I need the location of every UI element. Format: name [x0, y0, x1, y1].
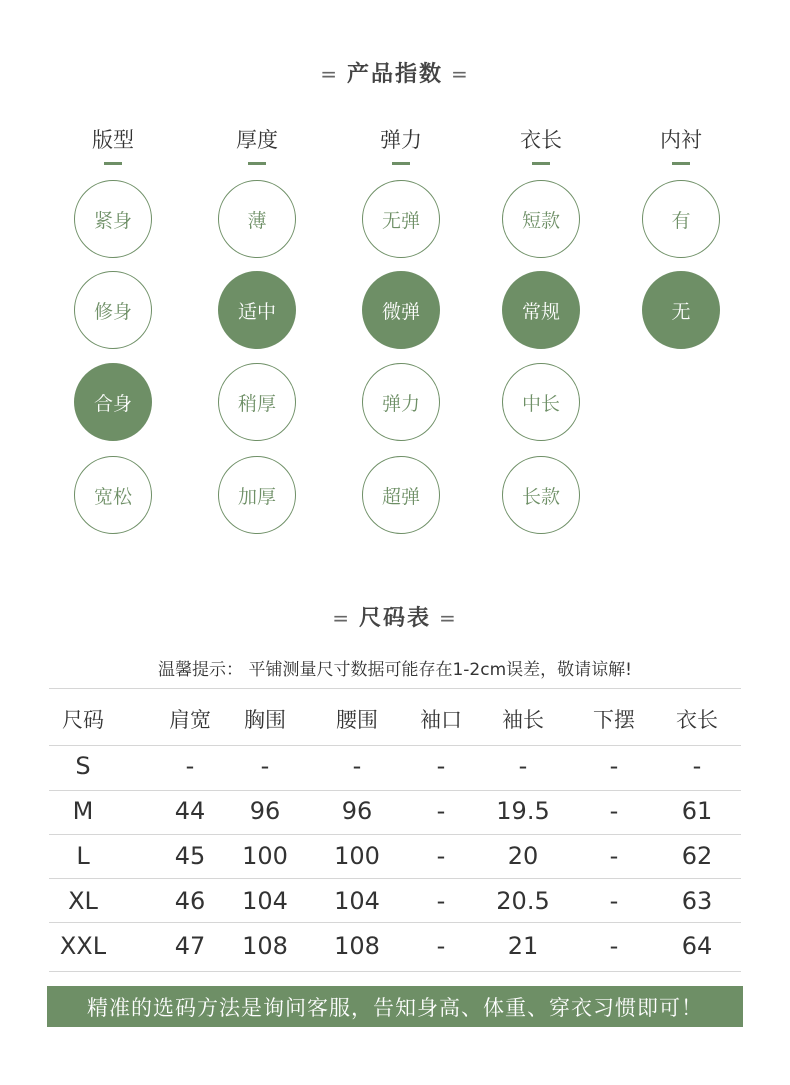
title-deco-left: = [332, 606, 351, 630]
product-index-title-text: 产品指数 [346, 62, 443, 87]
index-option: 薄 [218, 180, 296, 258]
table-cell: 61 [681, 797, 713, 825]
index-option: 中长 [502, 363, 580, 441]
index-option: 有 [642, 180, 720, 258]
table-size-label: L [76, 842, 90, 870]
table-size-label: XL [68, 887, 98, 915]
table-header-cell: 胸围 [244, 708, 286, 732]
header-underline [104, 162, 122, 165]
index-option-selected: 适中 [218, 271, 296, 349]
table-divider [49, 790, 741, 791]
index-option: 短款 [502, 180, 580, 258]
table-cell: - [436, 752, 446, 780]
title-deco-right: = [451, 62, 470, 86]
table-cell: 46 [174, 887, 206, 915]
table-divider [49, 922, 741, 923]
table-header-cell: 肩宽 [169, 708, 211, 732]
size-chart-title-text: 尺码表 [358, 606, 431, 631]
table-divider [49, 745, 741, 746]
table-cell: 100 [242, 842, 288, 870]
title-deco-left: = [320, 62, 339, 86]
table-cell: 100 [334, 842, 380, 870]
measurement-tip: 温馨提示： 平铺测量尺寸数据可能存在1-2cm误差，敬请谅解! [158, 660, 632, 680]
table-cell: - [609, 887, 619, 915]
index-option-selected: 常规 [502, 271, 580, 349]
index-option-selected: 合身 [74, 363, 152, 441]
table-cell: 64 [681, 932, 713, 960]
table-cell: 108 [334, 932, 380, 960]
table-divider [49, 878, 741, 879]
table-cell: - [609, 932, 619, 960]
table-cell: 47 [174, 932, 206, 960]
index-column-header-label: 厚度 [236, 128, 278, 152]
index-option: 修身 [74, 271, 152, 349]
index-option: 加厚 [218, 456, 296, 534]
table-divider [49, 834, 741, 835]
table-cell: 108 [242, 932, 288, 960]
table-cell: - [436, 887, 446, 915]
table-cell: - [609, 797, 619, 825]
index-option-selected: 微弹 [362, 271, 440, 349]
table-cell: - [185, 752, 195, 780]
table-header-cell: 衣长 [676, 708, 718, 732]
table-cell: 21 [507, 932, 539, 960]
table-divider [49, 971, 741, 972]
index-column-header-label: 衣长 [520, 128, 562, 152]
table-cell: 63 [681, 887, 713, 915]
table-cell: - [260, 752, 270, 780]
product-index-title [0, 57, 790, 88]
index-column-header [631, 124, 731, 165]
table-cell: 104 [334, 887, 380, 915]
table-header-cell: 袖口 [420, 708, 462, 732]
index-option: 稍厚 [218, 363, 296, 441]
table-header-cell: 下摆 [593, 708, 635, 732]
table-cell: 20.5 [496, 887, 550, 915]
table-cell: - [352, 752, 362, 780]
table-cell: - [436, 797, 446, 825]
index-column-header-label: 弹力 [380, 128, 422, 152]
table-size-label: M [72, 797, 94, 825]
table-cell: - [692, 752, 702, 780]
header-underline [248, 162, 266, 165]
table-cell: - [436, 932, 446, 960]
table-cell: 62 [681, 842, 713, 870]
footer-advice-bar: 精准的选码方法是询问客服，告知身高、体重、穿衣习惯即可！ [47, 986, 743, 1027]
index-option-selected: 无 [642, 271, 720, 349]
size-chart-title [0, 601, 790, 632]
table-header-cell: 袖长 [502, 708, 544, 732]
table-size-label: S [75, 752, 91, 780]
index-column-header-label: 内衬 [660, 128, 702, 152]
header-underline [532, 162, 550, 165]
index-column-header [351, 124, 451, 165]
header-underline [672, 162, 690, 165]
table-header-cell: 腰围 [336, 708, 378, 732]
table-cell: 44 [174, 797, 206, 825]
table-cell: - [518, 752, 528, 780]
index-column-header [63, 124, 163, 165]
table-divider [49, 688, 741, 689]
index-column-header [207, 124, 307, 165]
table-cell: - [609, 842, 619, 870]
table-cell: - [609, 752, 619, 780]
table-header-cell: 尺码 [62, 708, 104, 732]
index-option: 弹力 [362, 363, 440, 441]
table-cell: 96 [341, 797, 373, 825]
table-cell: 20 [507, 842, 539, 870]
table-cell: 104 [242, 887, 288, 915]
index-option: 紧身 [74, 180, 152, 258]
index-option: 长款 [502, 456, 580, 534]
index-column-header [491, 124, 591, 165]
table-size-label: XXL [59, 932, 107, 960]
index-option: 无弹 [362, 180, 440, 258]
title-deco-right: = [439, 606, 458, 630]
table-cell: 45 [174, 842, 206, 870]
table-cell: 96 [249, 797, 281, 825]
table-cell: 19.5 [496, 797, 550, 825]
header-underline [392, 162, 410, 165]
table-cell: - [436, 842, 446, 870]
index-option: 超弹 [362, 456, 440, 534]
index-column-header-label: 版型 [92, 128, 134, 152]
index-option: 宽松 [74, 456, 152, 534]
